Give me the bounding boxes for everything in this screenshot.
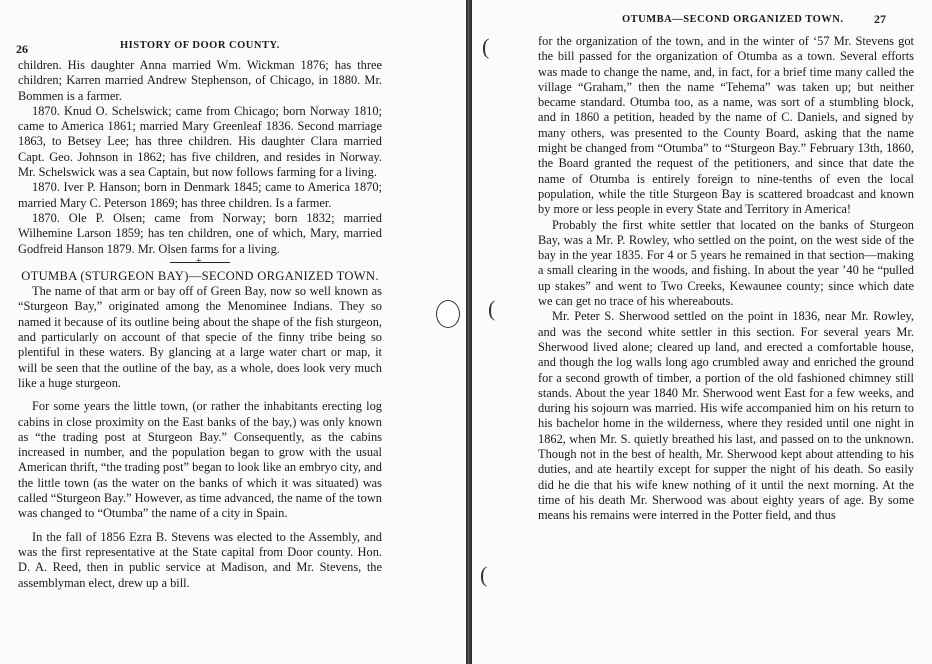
paragraph: In the fall of 1856 Ezra B. Stevens was elected to the Assembly, and was the first representative at the State capital from Door county. Hon. D. A. Reed, then in public service at Madison, and Mr. Stevens, the assemblyman elect, drew up a bill. bbox=[18, 529, 382, 590]
paragraph: for the organization of the town, and in the winter of ‘57 Mr. Stevens got the bill passed for the organization of Otumba as a town. Several efforts was made to change the name, and, in fact, for a brief time many called the village “Graham,” then the name “Tehema” was taken up; but neither became standard. Otumba too, as a name, was sort of a stumbling block, and in 1860 a petition, headed by the name of C. Daniels, and signed by many others, was presented to the County Board, asking that the name might be changed from “Otumba” to “Sturgeon Bay.” February 13th, 1860, the Board granted the request of the petitioners, and since that date the name of Otumba is entirely foreign to nine-tenths of even the local population, while the title Sturgeon Bay is scattered broadcast and known by more or less people in every State and Territory in America! bbox=[538, 34, 914, 217]
left-body bbox=[18, 58, 382, 591]
section-title: OTUMBA (STURGEON BAY)—SECOND ORGANIZED TOWN. bbox=[21, 268, 379, 283]
paragraph: 1870. Iver P. Hanson; born in Denmark 1845; came to America 1870; married Mary C. Peterson 1869; has three children. Is a farmer. bbox=[18, 180, 382, 210]
binder-hole-mark: ( bbox=[480, 562, 488, 587]
binder-hole bbox=[436, 300, 460, 328]
right-page bbox=[472, 0, 932, 664]
paragraph-gap bbox=[18, 391, 382, 399]
paragraph: The name of that arm or bay off of Green Bay, now so well known as “Sturgeon Bay,” originated among the Menominee Indians. They so named it because of its outline being about the shape of the fish sturgeon, and particularly on account of that specie of the finny tribe being so plentiful in these waters. By glancing at a large water chart or map, it will be seen that the outline of the bay, as a whole, does look very much like a huge sturgeon. bbox=[18, 284, 382, 390]
paragraph: 1870. Knud O. Schelswick; came from Chicago; born Norway 1810; came to America 1861; married Mary Greenleaf 1836. Second marriage 1863, to Betsey Lee; has three children. His daughter Clara married Capt. Geo. Johnson in 1862; has five children, and resides in Norway. Mr. Schelswick was a sea Captain, but now follows farming for a living. bbox=[18, 103, 382, 180]
paragraph: Mr. Peter S. Sherwood settled on the point in 1836, near Mr. Rowley, and was the second white settler in this section. For several years Mr. Sherwood lived alone; cleared up land, and erected a comfortable house, and though the log walls long ago crumbled away and enriched the ground for a second growth of timber, a portion of the old fashioned chimney still stands. About the year 1840 Mr. Sherwood went East for a few weeks, and during his sojourn was married. His wife accompanied him on his return to his bachelor home in the wilderness, where they resided until one night in 1862, when Mr. S. quietly breathed his last, and passed on to the unknown. Though not in the best of health, Mr. Sherwood kept about attending to his duties, and ate heartily except for supper the night of his death. So easily did he die that his wife knew nothing of it until the next morning. At the time of his death Mr. Sherwood was about eighty years of age. By some means his remains were interred in the Potter field, and thus bbox=[538, 309, 914, 523]
paragraph: 1870. Ole P. Olsen; came from Norway; born 1832; married Wilhemine Larson 1859; has ten children, one of which, Mary, married Godfreid Hanson 1879. Mr. Olsen farms for a living. bbox=[18, 210, 382, 256]
paragraph: children. His daughter Anna married Wm. Wickman 1876; has three children; Karren married Andrew Stephenson, of Chicago, in 1880. Mr. Bommen is a farmer. bbox=[18, 58, 382, 103]
paragraph: Probably the first white settler that located on the banks of Sturgeon Bay, was a Mr. P. Rowley, who settled on the point, on the west side of the bay in the year 1835. For 4 or 5 years he remained in that section—making a small clearing in the woods, and fishing. In about the year ’40 he “pulled up stakes” and went to Two Creeks, Kewaunee county; since which date we can get no trace of his whereabouts. bbox=[538, 217, 914, 309]
right-body bbox=[538, 34, 914, 524]
running-head: OTUMBA—SECOND ORGANIZED TOWN. bbox=[622, 14, 844, 25]
binder-hole-mark: ( bbox=[488, 296, 496, 321]
page-number: 26 bbox=[16, 42, 28, 56]
section-divider bbox=[170, 262, 230, 263]
paragraph-gap bbox=[18, 522, 382, 530]
paragraph: For some years the little town, (or rather the inhabitants erecting log cabins in close proximity on the East banks of the bay,) was only known as “the trading post at Sturgeon Bay.” Consequently, as the cabins increased in number, and the population began to grow with the usual American thrift, “the trading post” began to look like an embryo city, and the little town (as the water on the banks of which it was situated) was called “Sturgeon Bay.” However, as time advanced, the name of the town was changed to “Otumba” the name of a city in Spain. bbox=[18, 399, 382, 521]
page-number: 27 bbox=[874, 12, 886, 26]
binder-hole-mark: ( bbox=[482, 34, 490, 59]
running-head: HISTORY OF DOOR COUNTY. bbox=[120, 40, 280, 51]
